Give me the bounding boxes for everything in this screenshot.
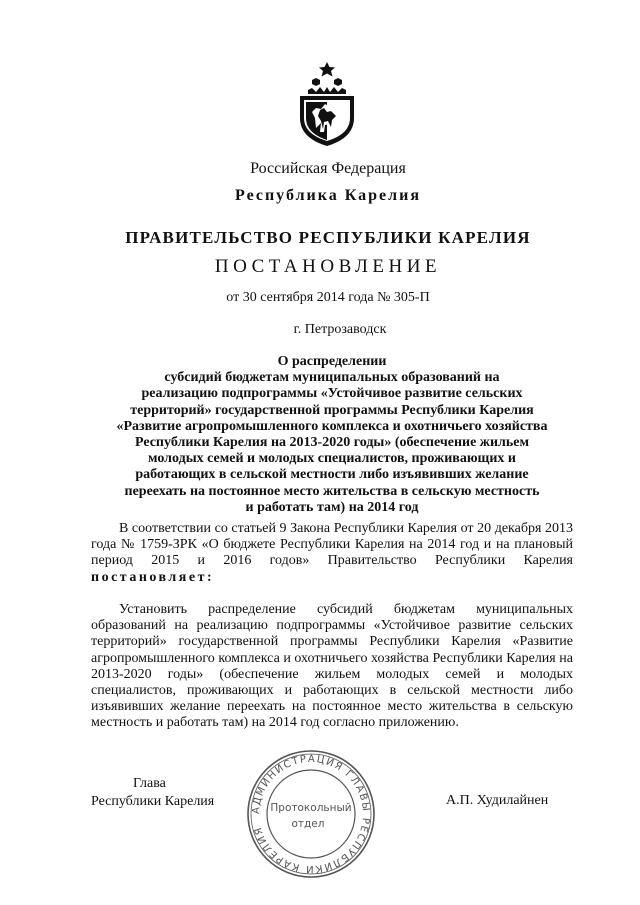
stamp-inner-line: Протокольный [270, 802, 352, 814]
decree-word: постановляет: [91, 569, 215, 585]
document-place: г. Петрозаводск [293, 322, 387, 337]
subject-line: О распределении [277, 354, 387, 369]
preamble-text: В соответствии со статьей 9 Закона Республики Карелия от 20 декабря 2013 года № 1759-ЗРК «О бюджете Республики Карелия на 2014 год и на плановый период 2015 и 2016 годов» Правительство Республики Карелия [91, 521, 573, 569]
subject-line: реализацию подпрограммы «Устойчивое развитие сельских [141, 386, 523, 402]
subject-line: субсидий бюджетам муниципальных образований на [164, 370, 500, 386]
signatory-title-line: Республики Карелия [91, 794, 215, 809]
subject-line: работающих в сельской местности либо изъявивших желание [135, 467, 529, 483]
subject-line: и работать там) на 2014 год [245, 499, 419, 515]
document-date-number: от 30 сентября 2014 года № 305-П [226, 290, 430, 305]
preamble-paragraph [91, 521, 573, 586]
resolution-paragraph: Установить распределение субсидий бюджетам муниципальных образований на реализацию подпрограммы «Устойчивое развитие сельских территорий» государственной программы Республики Карелия «Развитие агропромышленного комплекса и охотничьего хозяйства Республики Карелия на 2013-2020 годы» (обеспечение жильем молодых семей и молодых специалистов, проживающих и работающих в сельской местности либо изъявивших желание переехать на постоянное место жительства в сельскую местность и работать там) на 2014 год согласно приложению. [91, 602, 573, 731]
signatory-title-line: Глава [133, 776, 166, 791]
subject-line: «Развитие агропромышленного комплекса и охотничьего хозяйства [116, 418, 548, 434]
stamp-inner-line: отдел [291, 818, 325, 830]
karelia-coat-of-arms-icon [294, 60, 360, 148]
subject-line: молодых семей и молодых специалистов, проживающих и [148, 451, 516, 467]
subject-line: переехать на постоянное место жительства в сельскую местность [124, 483, 540, 499]
country-name: Российская Федерация [250, 160, 406, 177]
government-title: ПРАВИТЕЛЬСТВО РЕСПУБЛИКИ КАРЕЛИЯ [125, 228, 531, 247]
republic-name: Республика Карелия [235, 187, 421, 204]
signatory-name: А.П. Худилайнен [446, 793, 549, 808]
signatory-title [91, 775, 241, 811]
subject-line: территорий» государственной программы Республики Карелия [130, 402, 534, 418]
stamp-ring-text: АДМИНИСТРАЦИЯ ГЛАВЫ РЕСПУБЛИКИ КАРЕЛИЯ [250, 753, 372, 875]
document-subject [96, 354, 568, 516]
official-stamp-icon [244, 747, 378, 881]
document-type: ПОСТАНОВЛЕНИЕ [214, 256, 442, 277]
subject-line: Республики Карелия на 2013-2020 годы» (обеспечение жильем [134, 435, 530, 451]
